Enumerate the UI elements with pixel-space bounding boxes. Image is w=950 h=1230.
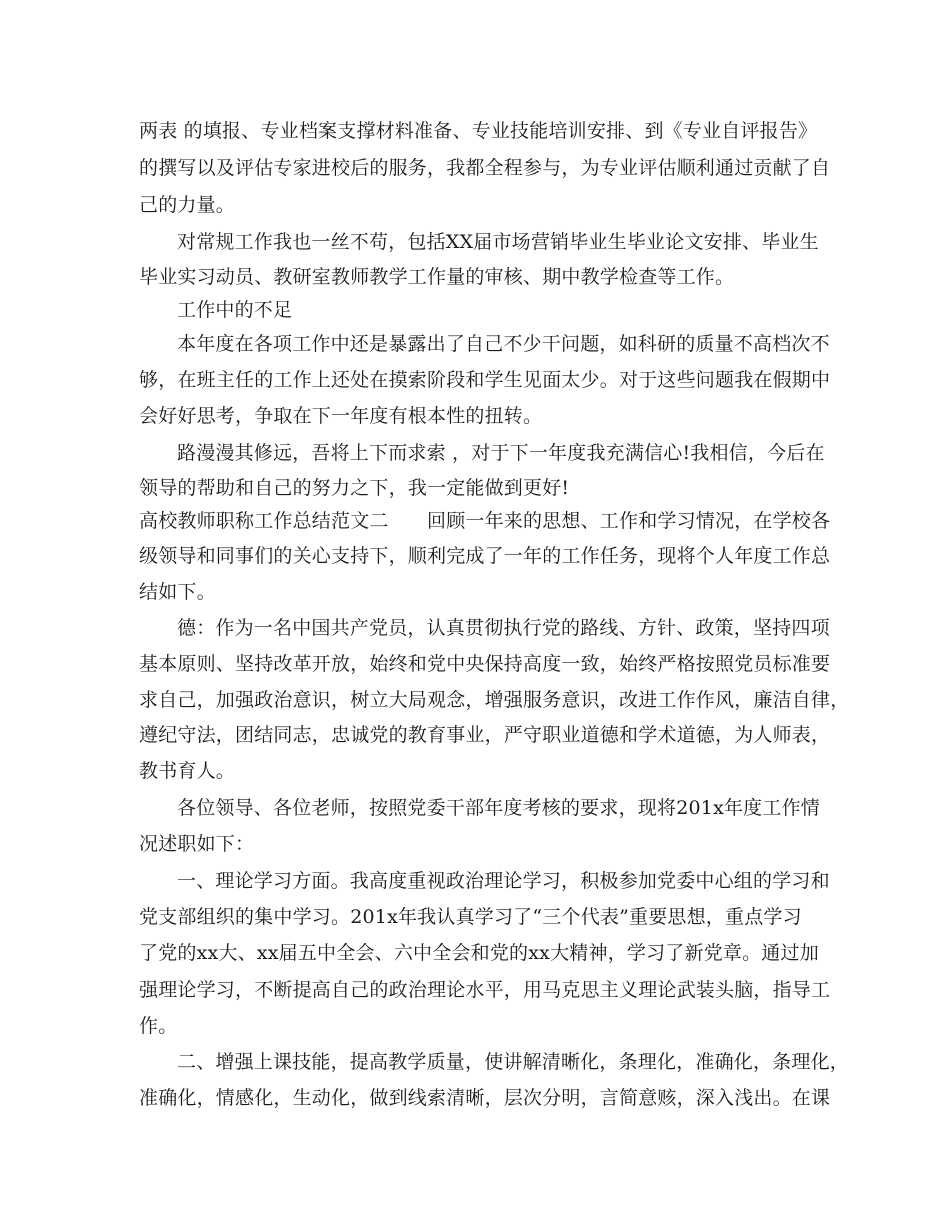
text-line: 够，在班主任的工作上还处在摸索阶段和学生见面太少。对于这些问题我在假期中 <box>139 369 831 391</box>
text-line: 况述职如下： <box>139 833 255 855</box>
text-line: 强理论学习，不断提高自己的政治理论水平，用马克思主义理论武装头脑，指导工 <box>139 979 831 1001</box>
text-line: 路漫漫其修远，吾将上下而求索 ，对于下一年度我充满信心!我相信，今后在 <box>177 442 825 464</box>
text-line: 领导的帮助和自己的努力之下，我一定能做到更好! <box>139 477 570 499</box>
text-line: 会好好思考，争取在下一年度有根本性的扭转。 <box>139 405 543 427</box>
text-line: 遵纪守法，团结同志，忠诚党的教育事业，严守职业道德和学术道德，为人师表， <box>139 724 831 746</box>
text-line: 的撰写以及评估专家进校后的服务，我都全程参与，为专业评估顺利通过贡献了自 <box>139 157 831 179</box>
text-line: 一、理论学习方面。我高度重视政治理论学习，积极参加党委中心组的学习和 <box>177 870 830 892</box>
text-line: 毕业实习动员、教研室教师教学工作量的审核、期中教学检查等工作。 <box>139 266 735 288</box>
text-line: 己的力量。 <box>139 194 236 216</box>
text-line: 本年度在各项工作中还是暴露出了自己不少干问题，如科研的质量不高档次不 <box>177 333 830 355</box>
text-line: 教书育人。 <box>139 760 236 782</box>
text-line: 准确化，情感化，生动化，做到线索清晰，层次分明，言简意赅，深入浅出。在课 <box>139 1087 831 1109</box>
text-line: 党支部组织的集中学习。201x年我认真学习了“三个代表”重要思想，重点学习 <box>139 906 802 928</box>
text-line: 结如下。 <box>139 581 216 603</box>
text-line: 级领导和同事们的关心支持下，顺利完成了一年的工作任务，现将个人年度工作总 <box>139 545 831 567</box>
text-line: 德：作为一名中国共产党员，认真贯彻执行党的路线、方针、政策，坚持四项 <box>177 617 830 639</box>
text-line: 作。 <box>139 1015 178 1037</box>
section-heading: 高校教师职称工作总结范文二 回顾一年来的思想、工作和学习情况，在学校各 <box>139 510 831 532</box>
text-line: 基本原则、坚持改革开放，始终和党中央保持高度一致，始终严格按照党员标准要 <box>139 653 831 675</box>
text-line: 求自己，加强政治意识，树立大局观念，增强服务意识，改进工作作风，廉洁自律， <box>139 689 850 711</box>
text-line: 二、增强上课技能，提高教学质量，使讲解清晰化，条理化，准确化，条理化， <box>177 1051 850 1073</box>
section-heading: 工作中的不足 <box>177 299 293 321</box>
text-line: 对常规工作我也一丝不苟，包括XX届市场营销毕业生毕业论文安排、毕业生 <box>177 231 819 253</box>
text-line: 各位领导、各位老师，按照党委干部年度考核的要求，现将201x年度工作情 <box>177 797 820 819</box>
text-line: 两表 的填报、专业档案支撑材料准备、专业技能培训安排、到《专业自评报告》 <box>139 120 818 142</box>
text-line: 了党的xx大、xx届五中全会、六中全会和党的xx大精神，学习了新党章。通过加 <box>139 942 819 964</box>
